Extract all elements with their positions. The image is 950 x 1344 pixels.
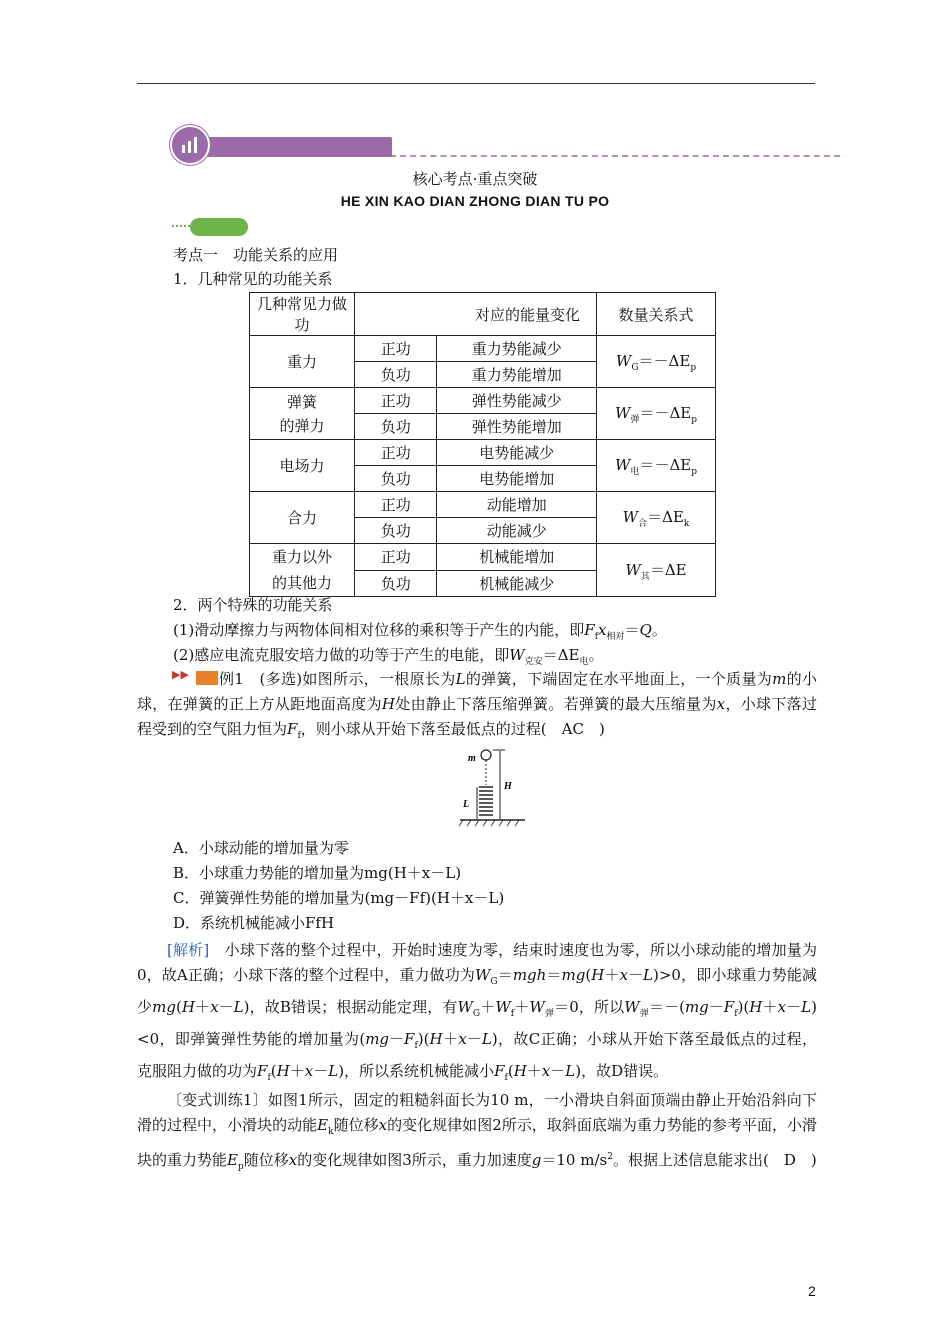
table-header: 几种常见力做功 — [250, 293, 355, 336]
ball — [481, 750, 491, 760]
spring-figure — [455, 745, 530, 830]
section-title-cn: 核心考点·重点突破 — [412, 170, 538, 188]
energy-change: 动能减少 — [437, 518, 597, 544]
relation: $W_G=-\Delta E_p$ — [597, 336, 716, 388]
option-a: A．小球动能的增加量为零 — [173, 839, 349, 857]
force-cell — [250, 336, 355, 388]
table-header: 数量关系式 — [597, 293, 716, 336]
chart-icon — [170, 125, 210, 165]
subheading-1: 1．几种常见的功能关系 — [173, 270, 333, 288]
subheading-2: 2．两个特殊的功能关系 — [173, 596, 333, 614]
work-sign: 正功 — [355, 492, 437, 518]
work-sign: 负功 — [355, 570, 437, 597]
analysis-tag: [解析] — [167, 941, 210, 959]
work-energy-table — [249, 292, 716, 597]
energy-change: 电势能减少 — [437, 440, 597, 466]
work-sign: 负功 — [355, 414, 437, 440]
arrow-icon: ▶▶ — [172, 668, 189, 681]
example-tag: (多选) — [259, 670, 303, 688]
energy-change: 弹性势能减少 — [437, 388, 597, 414]
example-label: 例1 — [219, 670, 244, 688]
work-sign: 正功 — [355, 544, 437, 571]
force-cell: 弹簧 的弹力 — [250, 388, 355, 440]
section-title-pinyin: HE XIN KAO DIAN ZHONG DIAN TU PO — [340, 193, 610, 209]
force-label: 重力 — [286, 353, 317, 371]
topic-marker — [190, 218, 248, 236]
force-cell: 电场力 — [250, 440, 355, 492]
example-question: 例1 (多选)如图所示，一根原长为L的弹簧，下端固定在水平地面上，一个质量为m的小球，在弹簧的正上方从距地面高度为H处由静止下落压缩弹簧。若弹簧的最大压缩量为x，小球下落过程受到的空气阻力恒为$F_f$，则小球从开始下落至最低点的过程( AC ) — [137, 670, 817, 741]
energy-change: 重力势能增加 — [437, 362, 597, 388]
work-sign: 负功 — [355, 362, 437, 388]
force-cell: 重力以外 的其他力 — [250, 544, 355, 597]
header-rule — [137, 83, 815, 84]
energy-change: 重力势能减少 — [437, 336, 597, 362]
table-header: 对应的能量变化 — [355, 293, 597, 336]
topic-heading: 考点一 功能关系的应用 — [173, 246, 339, 264]
variant-question: 〔变式训练1〕如图1所示，固定的粗糙斜面长为10 m，一小滑块自斜面顶端由静止开始沿斜向下滑的过程中，小滑块的动能$E_k$随位移x的变化规律如图2所示，取斜面底端为重力势能的参考平面，小滑块的重力势能$E_p$随位移x的变化规律如图3所示，重力加速度g＝10 $m/s^2$。根据上述信息能求出( D ) — [137, 1091, 817, 1172]
energy-change: 电势能增加 — [437, 466, 597, 492]
example-answer: AC — [561, 720, 584, 738]
work-sign: 负功 — [355, 518, 437, 544]
energy-change: 动能增加 — [437, 492, 597, 518]
spring — [479, 787, 493, 815]
work-sign: 正功 — [355, 440, 437, 466]
option-b: B．小球重力势能的增加量为mg(H＋x－L) — [173, 864, 462, 882]
relation: $W_弹=-\Delta E_p$ — [597, 388, 716, 440]
energy-change: 弹性势能增加 — [437, 414, 597, 440]
option-d: D．系统机械能减小FfH — [173, 914, 335, 932]
variant-answer: D — [783, 1151, 796, 1169]
energy-change: 机械能减少 — [437, 570, 597, 597]
option-c: C．弹簧弹性势能的增加量为(mg－Ff)(H＋x－L) — [173, 889, 505, 907]
label-H: H — [504, 781, 512, 792]
page-number: 2 — [808, 1283, 816, 1299]
work-sign: 正功 — [355, 336, 437, 362]
relation-2: (2)感应电流克服安培力做的功等于产生的电能，即$W_{克安}=\Delta E_电$。 — [173, 646, 604, 667]
energy-change: 机械能增加 — [437, 544, 597, 571]
label-m: m — [468, 753, 476, 764]
label-L: L — [463, 799, 470, 810]
work-sign: 负功 — [355, 466, 437, 492]
relation-1: (1)滑动摩擦力与两物体间相对位移的乘积等于产生的内能，即$F_fx_{相对}=Q$。 — [173, 621, 667, 642]
work-sign: 正功 — [355, 388, 437, 414]
relation: $W_其=\Delta E$ — [597, 544, 716, 597]
banner-dashed-line — [390, 155, 840, 157]
topic-marker-line — [172, 225, 190, 227]
relation: $W_合=\Delta E_k$ — [597, 492, 716, 544]
force-cell: 合力 — [250, 492, 355, 544]
analysis: [解析] 小球下落的整个过程中，开始时速度为零，结束时速度也为零，所以小球动能的增加量为0，故A正确；小球下落的整个过程中，重力做功为$W_G=mgh=mg(H+x-L)>0$，即小球重力势能减少mg(H＋x－L)，故B错误；根据动能定理，有$W_G+W_f+W_弹=0$，所以$W_弹=-(mg-F_f)(H+x-L)<0$，即弹簧弹性势能的增加量为$(mg-F_f)(H+x-L)$，故C正确；小球从开始下落至最低点的过程，克服阻力做的功为$F_f(H+x-L)$，所以系统机械能减小$F_f(H+x-L)$，故D错误。 — [137, 941, 817, 1083]
variant-label: 〔变式训练1〕 — [167, 1091, 268, 1109]
ground-hatch — [459, 820, 519, 826]
relation: $W_电=-\Delta E_p$ — [597, 440, 716, 492]
